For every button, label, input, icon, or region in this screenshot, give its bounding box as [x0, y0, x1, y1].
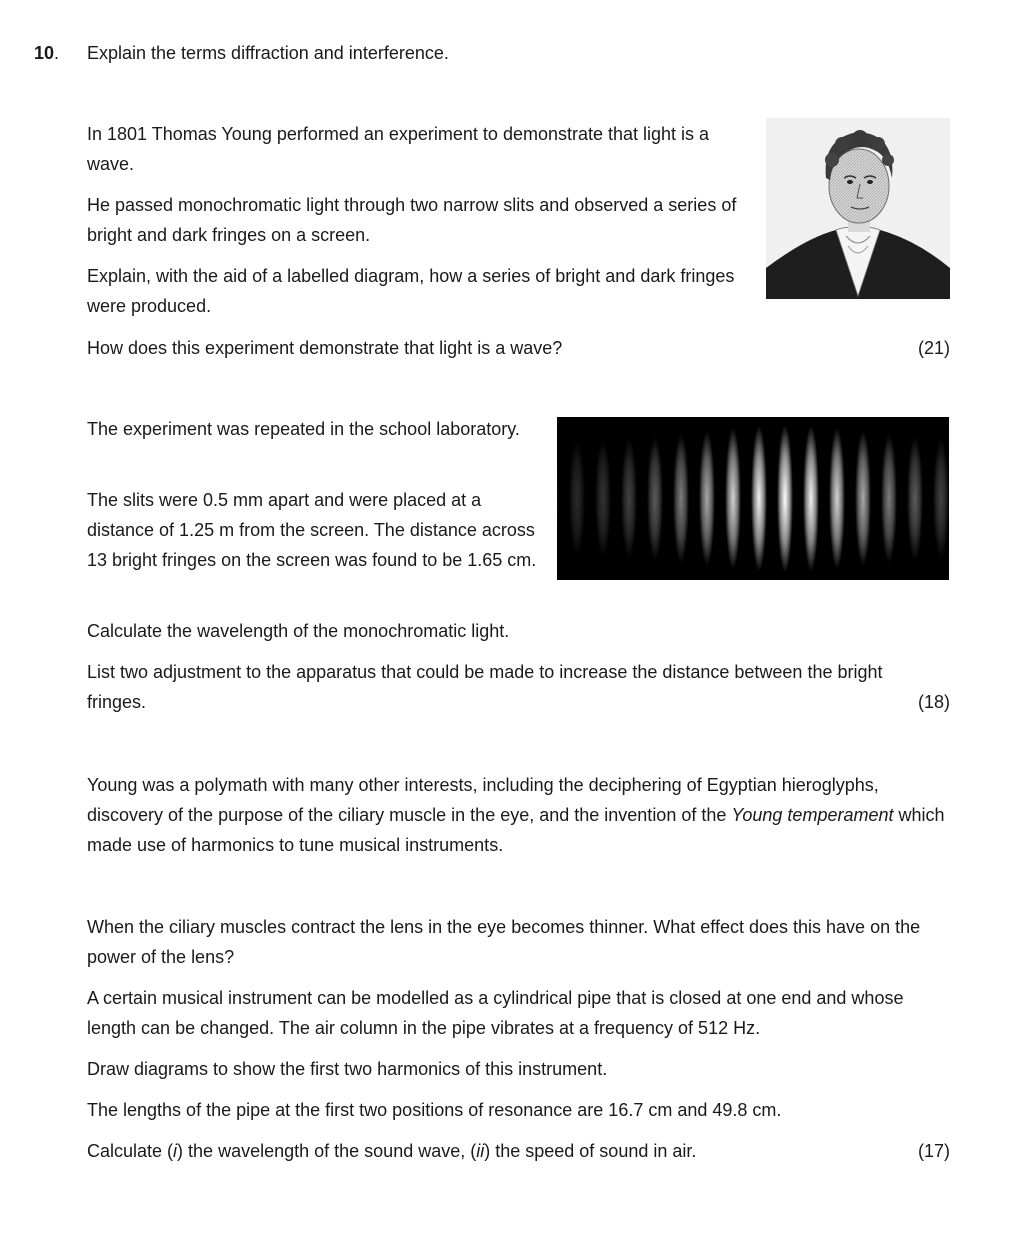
bright-fringe	[595, 440, 611, 558]
part-a-marks: (21)	[917, 338, 950, 358]
part-d-paragraph-2: A certain musical instrument can be modelled as a cylindrical pipe that is closed at one end and whose length can be changed. The air column in the pipe vibrates at a frequency of 512 Hz.	[87, 988, 904, 1038]
bright-fringe	[569, 440, 585, 557]
part-d-marks: (17)	[917, 1141, 950, 1161]
part-b-paragraph-4: List two adjustment to the apparatus that could be made to increase the distance between the bright fringes.	[87, 662, 883, 712]
part-a-paragraph-3: Explain, with the aid of a labelled diagram, how a series of bright and dark fringes were produced.	[87, 266, 735, 316]
part-c-paragraph-1: Young was a polymath with many other interests, including the deciphering of Egyptian hieroglyphs, discovery of the purpose of the ciliary muscle in the eye, and the invention of the Young temperament which made use of harmonics to tune musical instruments.	[87, 775, 945, 855]
bright-fringe	[699, 431, 715, 566]
bright-fringe	[751, 425, 767, 571]
thomas-young-portrait	[766, 118, 950, 299]
part-a-paragraph-4: How does this experiment demonstrate that light is a wave?	[87, 338, 563, 358]
part-d-paragraph-4: The lengths of the pipe at the first two positions of resonance are 16.7 cm and 49.8 cm.	[87, 1100, 782, 1120]
bright-fringe	[933, 438, 949, 558]
part-b-paragraph-1: The experiment was repeated in the school laboratory.	[87, 419, 520, 439]
bright-fringe	[881, 434, 897, 563]
question-number: 10.	[34, 43, 60, 63]
bright-fringe	[803, 425, 819, 571]
question-intro: Explain the terms diffraction and interference.	[87, 43, 449, 63]
bright-fringe	[829, 428, 845, 570]
part-d-paragraph-5: Calculate (i) the wavelength of the sound wave, (ii) the speed of sound in air.	[87, 1141, 697, 1161]
interference-fringe-pattern	[557, 417, 949, 580]
part-d-paragraph-1: When the ciliary muscles contract the lens in the eye becomes thinner. What effect does this have on the power of the lens?	[87, 917, 921, 967]
part-a-paragraph-1: In 1801 Thomas Young performed an experiment to demonstrate that light is a wave.	[87, 124, 710, 174]
part-a-paragraph-2: He passed monochromatic light through two narrow slits and observed a series of bright and dark fringes on a screen.	[87, 195, 737, 245]
bright-fringe	[907, 437, 923, 561]
bright-fringe	[725, 428, 741, 570]
part-b-marks: (18)	[917, 692, 950, 712]
part-b-paragraph-3: Calculate the wavelength of the monochromatic light.	[87, 621, 510, 641]
part-b-paragraph-2: The slits were 0.5 mm apart and were placed at a distance of 1.25 m from the screen. The distance across 13 bright fringes on the screen was found to be 1.65 cm.	[87, 490, 537, 570]
bright-fringe	[647, 437, 663, 561]
bright-fringe	[621, 438, 637, 558]
bright-fringe	[855, 431, 871, 566]
bright-fringe	[777, 425, 793, 573]
part-d-paragraph-3: Draw diagrams to show the first two harmonics of this instrument.	[87, 1059, 608, 1079]
bright-fringe	[673, 434, 689, 563]
